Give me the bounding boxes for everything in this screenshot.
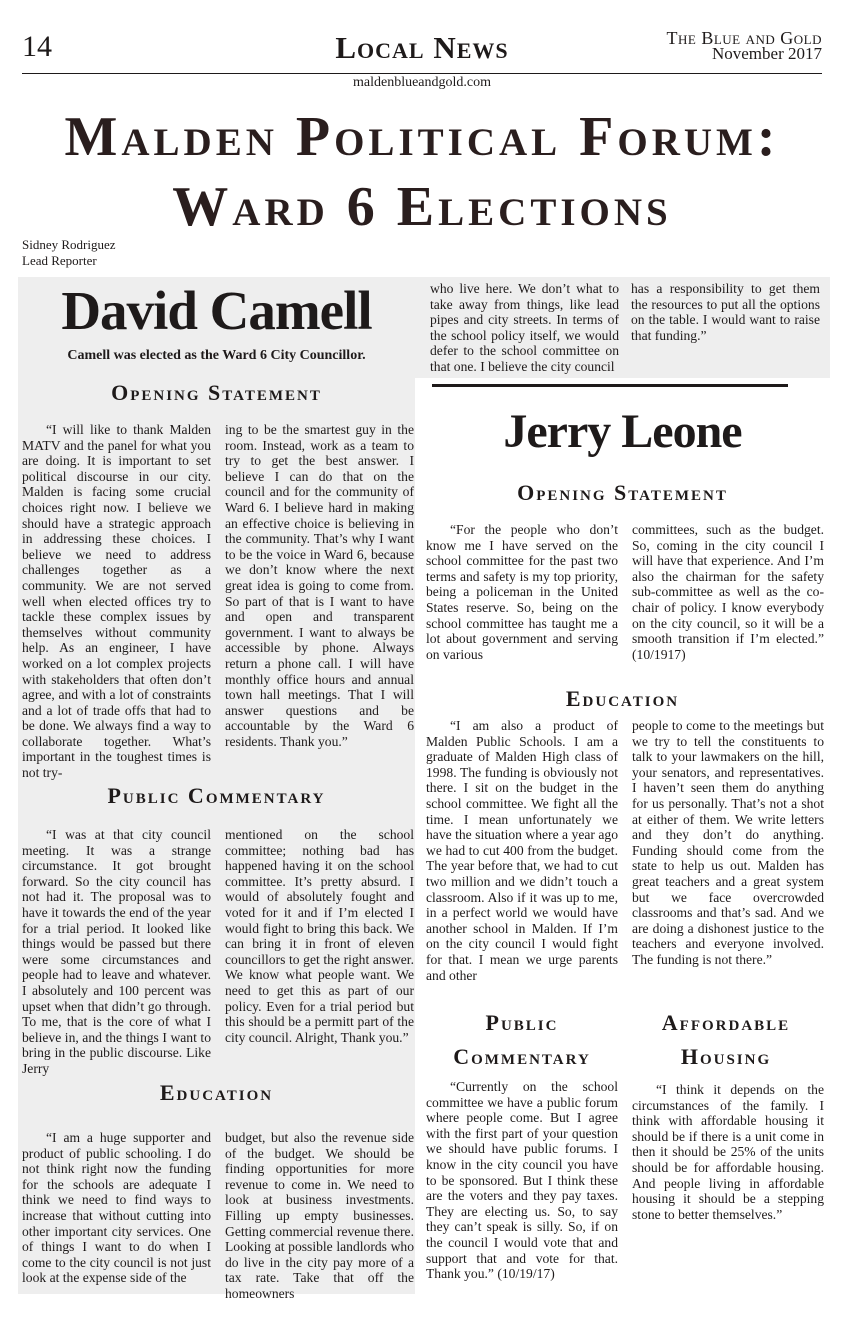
camell-education-col-2: budget, but also the revenue side of the budget. We should be finding opportunities for more revenue to come in. We need to look at business investments. Filling up empty businesses. Getting commercial revenue there. Looking at possible landlords who do live in the city pay more of a tax rate. Take that off the homeowners xyxy=(225,1130,414,1301)
candidate-name-leone: Jerry Leone xyxy=(503,405,742,458)
camell-public-heading: Public Commentary xyxy=(107,783,326,808)
camell-education-col-3: who live here. We don’t what to take away from things, like lead pipes and city streets. In terms of the school policy itself, we would defer to the school committee on that one. I believe the city council xyxy=(430,281,619,374)
section-divider xyxy=(432,384,788,387)
camell-education-col-1: “I am a huge supporter and product of public schooling. I do not think right now the funding for the schools are adequate I think we need to find ways to increase that without cutting into other important city services. One of things I want to do when I come to the city council is not just look at the expense side of the xyxy=(22,1130,211,1286)
leone-education-col-2: people to come to the meetings but we try to tell the constituents to talk to your lawmakers on the hill, your senators, and representatives. I haven’t seen them do anything for us personally. That’s not a shot at either of them. We write letters and they don’t do anything. Funding should come from the state to help us out. Malden has great teachers and a great system but we face overcrowded classrooms and that’s sad. And we are doing a dishonest justice to the teachers and everyone involved. The funding is not there.” xyxy=(632,718,824,967)
website-url: maldenblueandgold.com xyxy=(352,75,492,90)
page-number: 14 xyxy=(22,30,52,63)
leone-public-text: “Currently on the school committee we have a public forum where people come. But I agree with the first part of your question we should have public forums. I know in the city council you have to be sponsored. But I think these are the voters and they pay taxes. They are electing us. So, to say they can’t speak is silly. So, if on the council I would vote that and support that and vote for that. Thank you.” (10/19/17) xyxy=(426,1079,618,1282)
camell-opening-heading: Opening Statement xyxy=(111,380,322,405)
candidate-name-camell: David Camell xyxy=(61,280,372,341)
camell-education-heading: Education xyxy=(159,1080,274,1105)
headline xyxy=(0,102,844,242)
masthead-right xyxy=(667,30,822,62)
camell-opening-col-2: ing to be the smartest guy in the room. Instead, work as a team to try to get the best answer. I believe I can do that on the council and for the community of Ward 6. I believe hard in making an effective choice is believing in the community. That’s why I want to be the voice in Ward 6, because we don’t know where the next great idea is going to come from. So part of that is I want to have and open and transparent government. I want to always be accessible by phone. Always return a phone call. I will have monthly office hours and annual town hall meetings. That I will answer questions and be accountable by the Ward 6 residents. Thank you.” xyxy=(225,422,414,749)
leone-education-col-1: “I am also a product of Malden Public Schools. I am a graduate of Malden High class of 1998. The funding is obviously not there. I sit on the budget in the school committee. We fight all the time. I mean unfortunately we have the situation where a year ago we had to cut 400 from the budget. The year before that, we had to cut two million and we didn’t touch a classroom. Also if it was up to me, in a perfect world we would have another school in Malden. If I’m on the city council I would fight for that. I mean we urge parents and other xyxy=(426,718,618,983)
header-rule xyxy=(22,73,822,74)
camell-public-col-1: “I was at that city council meeting. It was a strange circumstance. It got brought forward. So the city council has not had it. The proposal was to have it towards the end of the year for a trial period. It looked like things would be passed but there were some circumstances and people had to leave and whatever. I absolutely and 100 percent was upset when that didn’t go through. To me, that is the core of what I believe in, and the things I want to bring in the public discourse. Like Jerry xyxy=(22,827,211,1076)
camell-education-col-4: has a responsibility to get them the resources to put all the options on the table. I would want to raise that funding.” xyxy=(631,281,820,343)
leone-housing-text: “I think it depends on the circumstances of the family. I think with affordable housing it should be if there is a unit come in then it should be 25% of the units should be for affordable housing. And people living in affordable housing it should be a stepping stone to better themselves.” xyxy=(632,1082,824,1222)
headline-line-2: Ward 6 Elections xyxy=(172,176,672,238)
leone-opening-col-1: “For the people who don’t know me I have served on the school committee for the past two terms and safety is my top priority, being a policeman in the United States reserve. So, being on the school committee has taught me a lot about government and serving on various xyxy=(426,522,618,662)
paper-name: The Blue and Gold xyxy=(666,28,822,48)
issue-date: November 2017 xyxy=(711,44,822,63)
camell-opening-col-1: “I will like to thank Malden MATV and the panel for what you are doing. It is important to set political discourse in our city. Malden is facing some crucial choices right now. I believe we should have a strategic approach in addressing these choices. I believe we need to address challenges together as a community. We are not served well when elected offices try to tackle these complex issues by themselves without community help. As an engineer, I have worked on a lot complex projects with stakeholders that often don’t agree, and with a lot of constraints and a lot of trade offs that had to be done. We always find a way to collaborate together. What’s important in the toughest times is not try- xyxy=(22,422,211,781)
camell-subhead: Camell was elected as the Ward 6 City Councillor. xyxy=(67,348,366,363)
author-name: Sidney Rodriguez xyxy=(22,237,116,252)
leone-public-heading: Public Commentary xyxy=(453,1010,591,1069)
leone-housing-heading: Affordable Housing xyxy=(661,1010,791,1069)
author-role: Lead Reporter xyxy=(22,253,97,268)
headline-line-1: Malden Political Forum: xyxy=(64,106,780,168)
leone-opening-col-2: committees, such as the budget. So, coming in the city council I will have that experience. And I’m also the chairman for the safety sub-committee as well as the co-chair of policy. I know everybody on the city council, so it will be a smooth transition if I’m elected.” (10/1917) xyxy=(632,522,824,662)
leone-opening-heading: Opening Statement xyxy=(517,480,728,505)
section-title: Local News xyxy=(335,30,509,65)
leone-education-heading: Education xyxy=(565,686,680,711)
camell-public-col-2: mentioned on the school committee; nothing bad has happened having it on the school committee. It’s pretty absurd. I would of absolutely fought and voted for it and if I’m elected I would fight to bring this back. We can bring it in front of eleven councillors to get the right answer. We know what people want. We need to get this as part of our policy. Even for a trial period but this should be a permitt part of the city council. Alright, Thank you.” xyxy=(225,827,414,1045)
byline xyxy=(22,237,116,269)
